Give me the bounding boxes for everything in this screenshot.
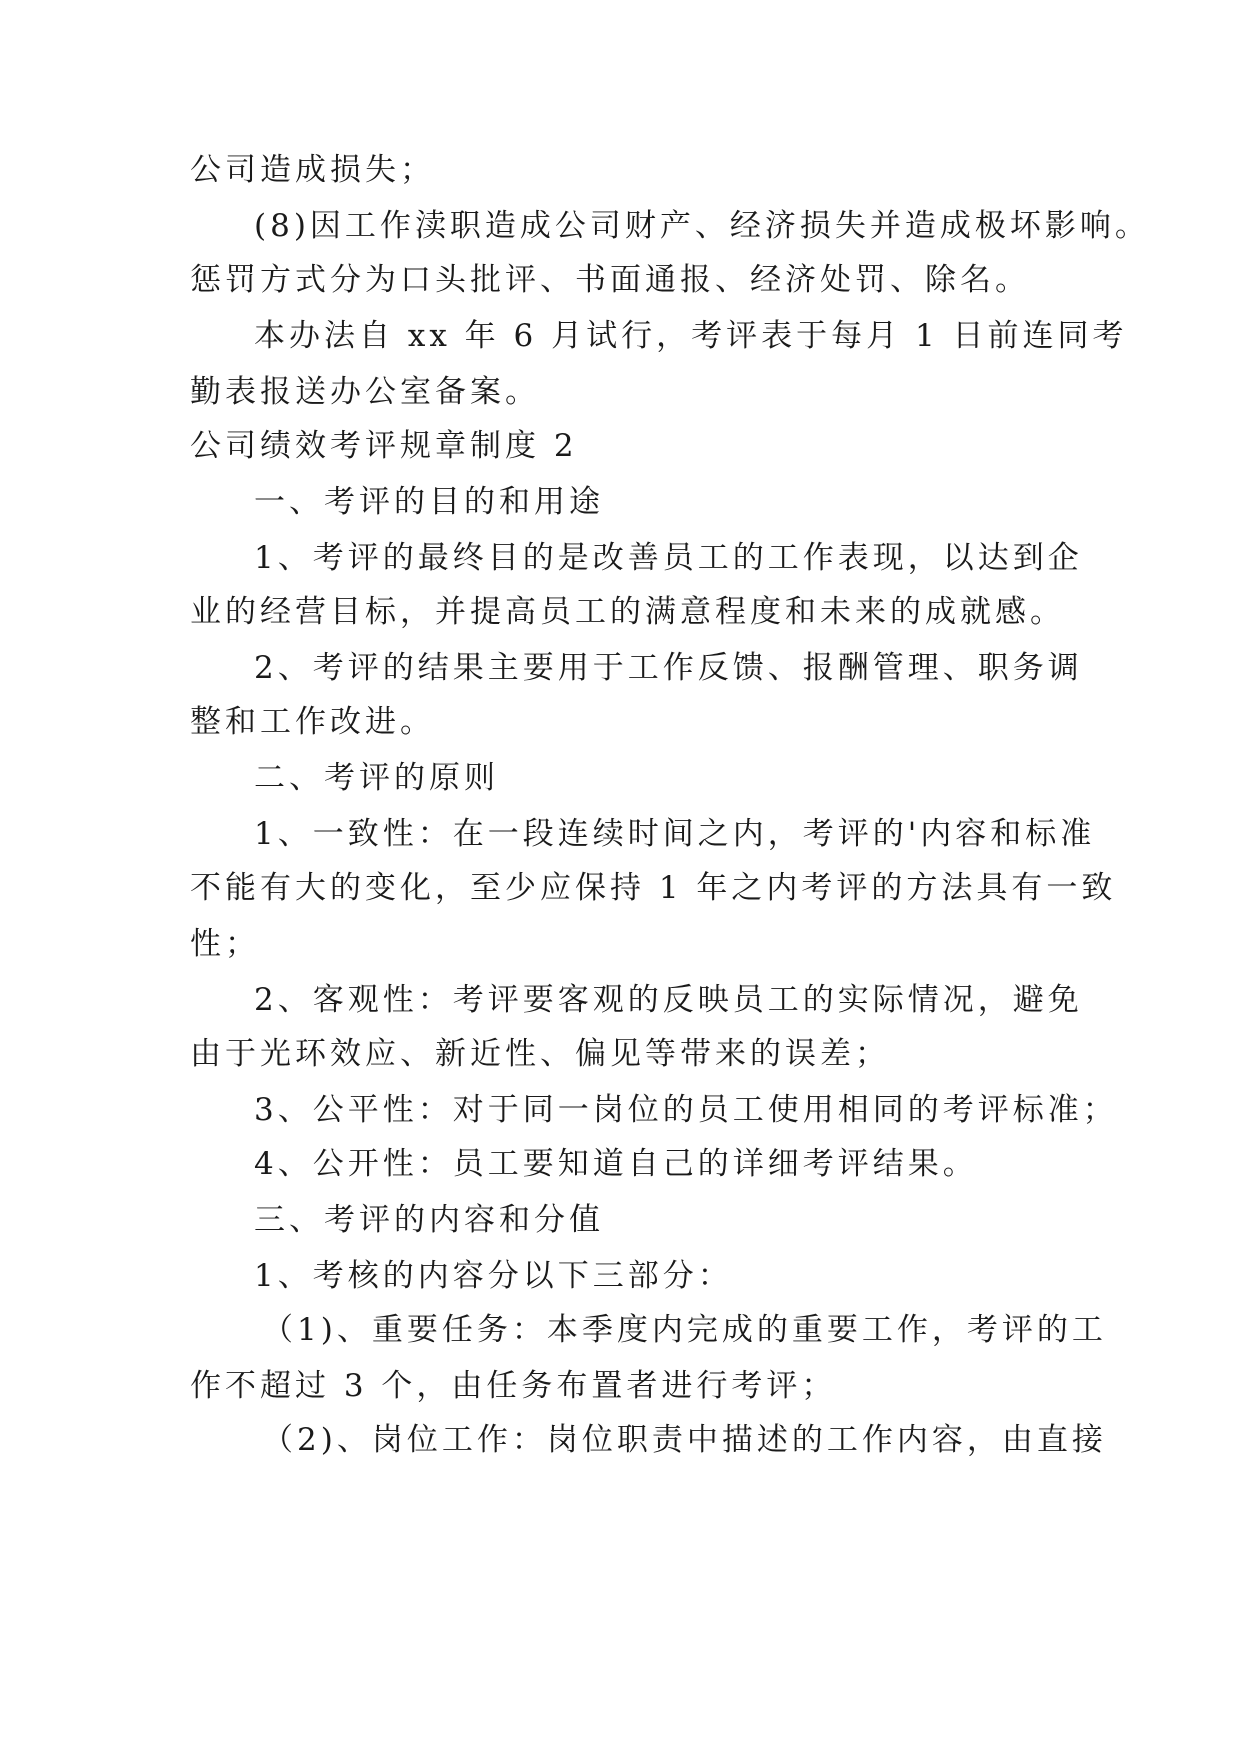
text-line: 性；	[190, 926, 260, 962]
text-line: 4、公开性：员工要知道自己的详细考评结果。	[254, 1146, 978, 1182]
text-line: 2、客观性：考评要客观的反映员工的实际情况，避免	[254, 982, 1083, 1018]
text-line: 3、公平性：对于同一岗位的员工使用相同的考评标准；	[254, 1092, 1118, 1128]
text-line: (8)因工作渎职造成公司财产、经济损失并造成极坏影响。	[254, 208, 1150, 244]
heading: 三、考评的内容和分值	[254, 1202, 604, 1238]
text-line: 由于光环效应、新近性、偏见等带来的误差；	[190, 1036, 890, 1072]
text-line: （1)、重要任务：本季度内完成的重要工作，考评的工	[262, 1312, 1107, 1348]
text-line: 1、考核的内容分以下三部分：	[254, 1258, 733, 1294]
text-line: 1、一致性：在一段连续时间之内，考评的'内容和标准	[254, 816, 1096, 852]
text-line: 勤表报送办公室备案。	[190, 374, 540, 410]
section-title: 公司绩效考评规章制度 2	[190, 428, 578, 464]
text-line: 公司造成损失；	[190, 152, 435, 188]
heading: 二、考评的原则	[254, 760, 499, 796]
text-line: 1、考评的最终目的是改善员工的工作表现，以达到企	[254, 540, 1083, 576]
text-line: （2)、岗位工作：岗位职责中描述的工作内容，由直接	[262, 1422, 1107, 1458]
text-line: 不能有大的变化，至少应保持 1 年之内考评的方法具有一致	[190, 870, 1117, 906]
text-line: 业的经营目标，并提高员工的满意程度和未来的成就感。	[190, 594, 1065, 630]
text-line: 本办法自 xx 年 6 月试行，考评表于每月 1 日前连同考	[254, 318, 1128, 354]
text-line: 惩罚方式分为口头批评、书面通报、经济处罚、除名。	[190, 262, 1030, 298]
text-line: 作不超过 3 个，由任务布置者进行考评；	[190, 1368, 837, 1404]
heading: 一、考评的目的和用途	[254, 484, 604, 520]
text-line: 整和工作改进。	[190, 704, 435, 740]
text-line: 2、考评的结果主要用于工作反馈、报酬管理、职务调	[254, 650, 1083, 686]
